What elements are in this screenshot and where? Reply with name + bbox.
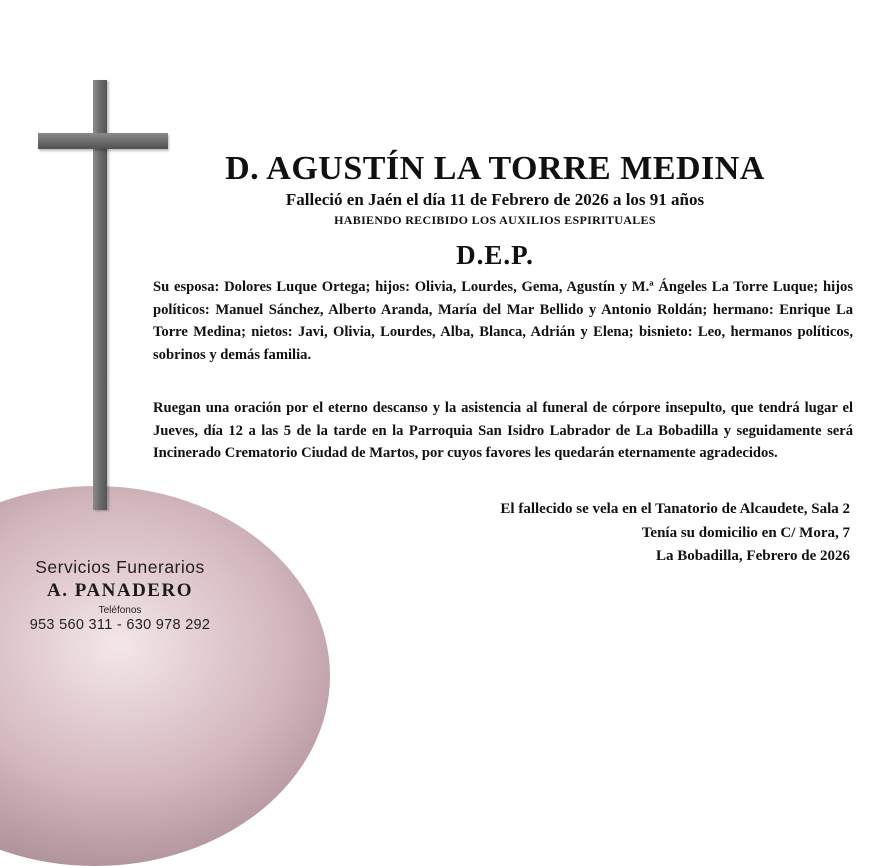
- funeral-home-title: Servicios Funerarios: [35, 557, 205, 577]
- cross-horizontal-beam: [38, 133, 168, 149]
- obituary-details: [500, 498, 850, 569]
- place-and-date: La Bobadilla, Febrero de 2026: [655, 548, 850, 564]
- home-address: Tenía su domicilio en C/ Mora, 7: [641, 524, 850, 541]
- deceased-name: D. AGUSTÍN LA TORRE MEDINA: [225, 150, 765, 187]
- funeral-home-corner-badge: [0, 486, 330, 866]
- phones-label: Teléfonos: [98, 605, 142, 616]
- family-paragraph: Su esposa: Dolores Luque Ortega; hijos: Olivia, Lourdes, Gema, Agustín y M.ª Ángeles La Torre Luque; hijos políticos: Manuel Sánchez, Alberto Aranda, María del Mar Bellido y Antonio Roldán; hermano: Enrique La Torre Medina; nietos: Javi, Olivia, Lourdes, Alba, Blanca, Adrián y Elena; bisnieto: Leo, hermanos políticos, sobrinos y demás familia.: [153, 279, 853, 364]
- death-line: Falleció en Jaén el día 11 de Febrero de 2026 a los 91 años: [285, 190, 705, 209]
- rest-in-peace: D.E.P.: [456, 240, 534, 270]
- prayer-paragraph: Ruegan una oración por el eterno descanso y la asistencia al funeral de córpore insepulto, que tendrá lugar el Jueves, día 12 a las 5 de la tarde en la Parroquia San Isidro Labrador de La Bobadilla y seguidamente será Incinerado Crematorio Ciudad de Martos, por cuyos favores les quedarán eternamente agradecidos.: [153, 400, 853, 462]
- funeral-home-name: A. PANADERO: [47, 580, 193, 601]
- phone-numbers: 953 560 311 - 630 978 292: [29, 617, 211, 633]
- wake-location: El fallecido se vela en el Tanatorio de Alcaudete, Sala 2: [500, 501, 850, 517]
- funeral-home-info: [0, 557, 240, 633]
- sacraments-line: HABIENDO RECIBIDO LOS AUXILIOS ESPIRITUALES: [334, 213, 656, 227]
